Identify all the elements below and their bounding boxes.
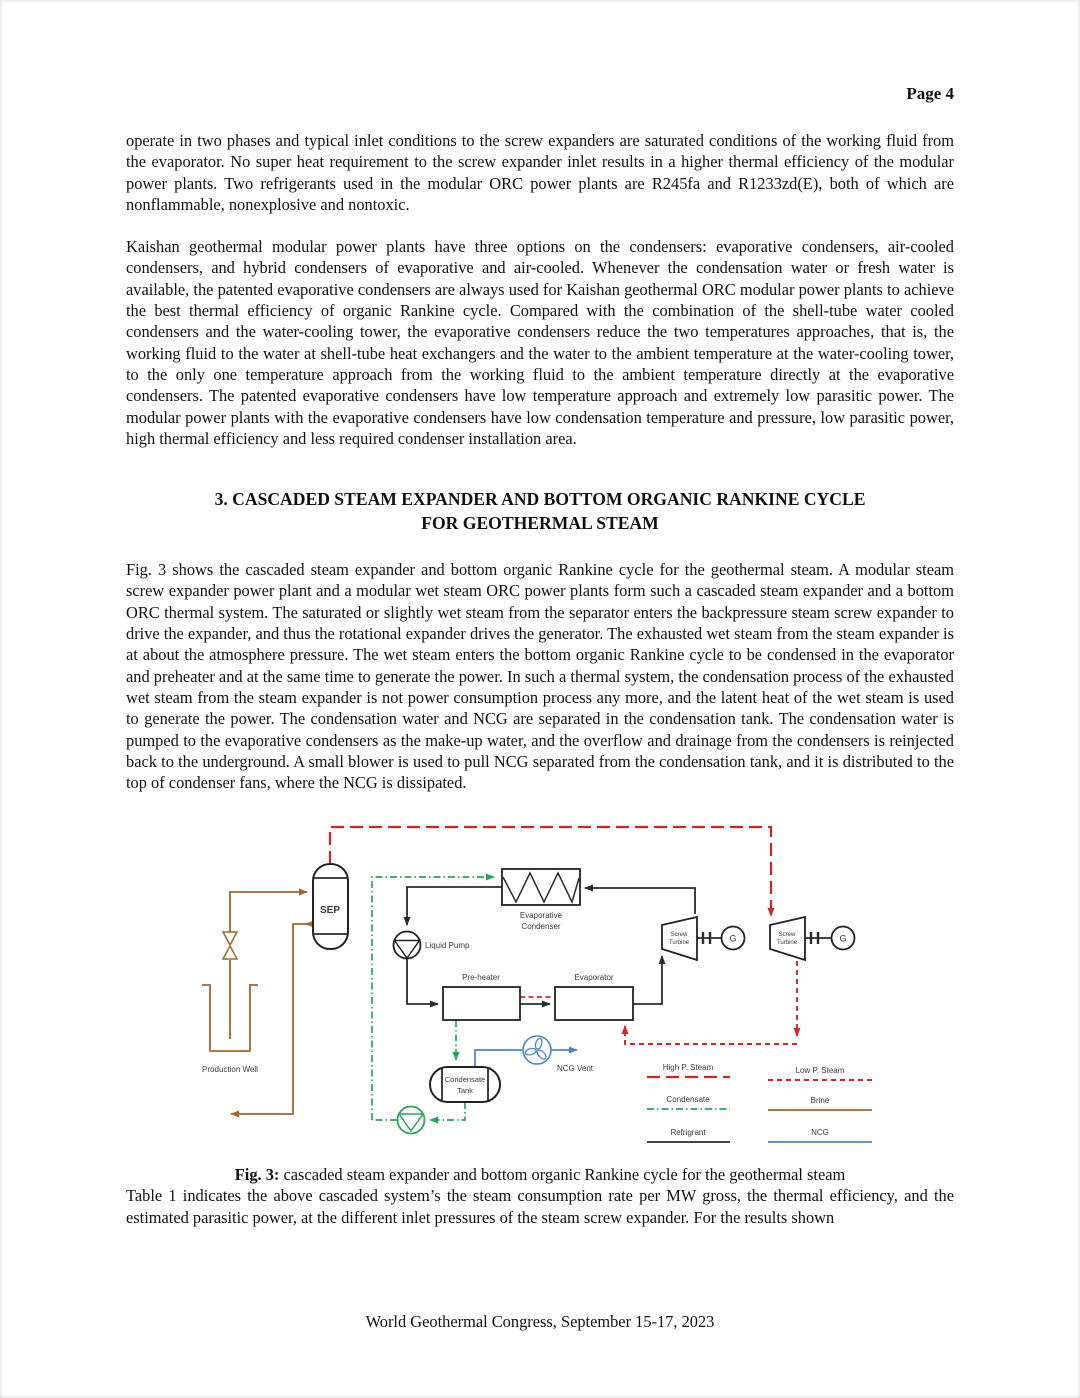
- evaporator-label: Evaporator: [574, 973, 614, 983]
- section-heading-line1: 3. CASCADED STEAM EXPANDER AND BOTTOM ORGANIC RANKINE CYCLE: [214, 489, 866, 510]
- liquid-pump: [394, 932, 471, 959]
- process-flow-diagram: [180, 814, 950, 1159]
- orc-generator-label: G: [729, 933, 737, 944]
- legend-ncg-label: NCG: [811, 1128, 829, 1138]
- section-heading-line2: FOR GEOTHERMAL STEAM: [421, 513, 659, 534]
- evaporative-condenser-label-1: Evaporative: [519, 911, 563, 921]
- steam-turbine-label-1: Screw: [778, 932, 796, 939]
- paragraph-1: operate in two phases and typical inlet conditions to the screw expanders are saturated conditions of the working fluid from the evaporator. No super heat requirement to the screw expander inlet results in a higher thermal efficiency of the modular power plants. Two refrigerants used in the modular ORC power plants are R245fa and R1233zd(E), both of which are nonflammable, nonexplosive and nontoxic.: [126, 131, 954, 214]
- page-number: Page 4: [906, 84, 954, 103]
- orc-turbine-label-2: Turbine: [668, 940, 690, 947]
- valve-icon: [223, 932, 237, 959]
- production-well-label: Production Well: [202, 1065, 258, 1075]
- evaporative-condenser: [502, 869, 580, 931]
- figure-caption-label: Fig. 3:: [234, 1165, 280, 1185]
- legend-refrigrant-label: Refrigrant: [670, 1128, 706, 1138]
- evaporator: [555, 973, 633, 1020]
- liquid-pump-label: Liquid Pump: [425, 941, 470, 951]
- separator-vessel: [313, 864, 348, 949]
- steam-generator-label: G: [839, 933, 847, 944]
- orc-screw-turbine: [662, 917, 745, 960]
- figure-legend: [647, 1063, 872, 1142]
- condensate-tank: [430, 1067, 500, 1102]
- pre-heater-label: Pre-heater: [462, 973, 500, 983]
- page-footer: World Geothermal Congress, September 15-17, 2023: [365, 1312, 715, 1331]
- brine-lines: [202, 892, 313, 1114]
- paragraph-3: Fig. 3 shows the cascaded steam expander and bottom organic Rankine cycle for the geothermal steam. A modular steam screw expander power plant and a modular wet steam ORC power plants form such a cascaded steam expander and a bottom ORC thermal system. The saturated or slightly wet steam from the separator enters the backpressure steam screw expander to drive the expander, and thus the rotational expander drives the generator. The exhausted wet steam from the steam expander is at about the atmosphere pressure. The wet steam enters the bottom organic Rankine cycle to be condensed in the evaporator and preheater and at the same time to generate the power. In such a thermal system, the condensation process of the exhausted wet steam from the steam expander is not power consumption process any more, and the latent heat of the wet steam is used to generate the power. The condensation water and NCG are separated in the condensation tank. The condensation water is pumped to the evaporative condensers as the make-up water, and the overflow and drainage from the condensers is reinjected back to the underground. A small blower is used to pull NCG separated from the condensation tank, and it is distributed to the top of condenser fans, where the NCG is dissipated.: [126, 560, 954, 793]
- condensate-tank-label-2: Tank: [457, 1086, 473, 1096]
- pre-heater: [443, 973, 520, 1020]
- evaporative-condenser-label-2: Condenser: [521, 922, 561, 932]
- legend-brine-label: Brine: [810, 1096, 830, 1106]
- ncg-vent-label: NCG Vent: [557, 1064, 594, 1074]
- paragraph-4: Table 1 indicates the above cascaded system’s the steam consumption rate per MW gross, the thermal efficiency, and the estimated parasitic power, at the different inlet pressures of the steam screw expander. For the results shown: [126, 1186, 954, 1227]
- legend-condensate-label: Condensate: [666, 1095, 710, 1105]
- condensate-pump: [398, 1107, 425, 1134]
- paragraph-2: Kaishan geothermal modular power plants have three options on the condensers: evaporative condensers, air-cooled condensers, and hybrid condensers of evaporative and air-cooled. Whenever the condensation water or fresh water is available, the patented evaporative condensers are always used for Kaishan geothermal ORC modular power plants to achieve the best thermal efficiency of organic Rankine cycle. Compared with the combination of the shell-tube water cooled condensers and the water-cooling tower, the evaporative condensers reduce the two temperatures approaches, that is, the working fluid to the water at shell-tube heat exchangers and the water to the ambient temperature at the water-cooling tower, to the only one temperature approach from the working fluid to the ambient temperature directly at the evaporative condensers. The patented evaporative condensers have low temperature approach and extremely low parasitic power. The modular power plants with the evaporative condensers have low condensation temperature and pressure, low parasitic power, high thermal efficiency and less required condenser installation area.: [126, 237, 954, 448]
- steam-screw-turbine: [770, 917, 855, 960]
- figure-3: [180, 814, 954, 1159]
- orc-turbine-label-1: Screw: [670, 932, 688, 939]
- steam-turbine-label-2: Turbine: [776, 940, 798, 947]
- figure-caption: [126, 1165, 954, 1185]
- legend-high-p-steam-label: High P. Steam: [662, 1063, 714, 1073]
- section-heading: [126, 487, 954, 535]
- sep-label: SEP: [319, 905, 341, 917]
- condensate-tank-label-1: Condensate: [444, 1075, 486, 1085]
- figure-caption-text: cascaded steam expander and bottom organic Rankine cycle for the geothermal steam: [283, 1165, 846, 1185]
- ncg-vent-fan: [523, 1036, 594, 1073]
- legend-low-p-steam-label: Low P. Steam: [795, 1066, 845, 1076]
